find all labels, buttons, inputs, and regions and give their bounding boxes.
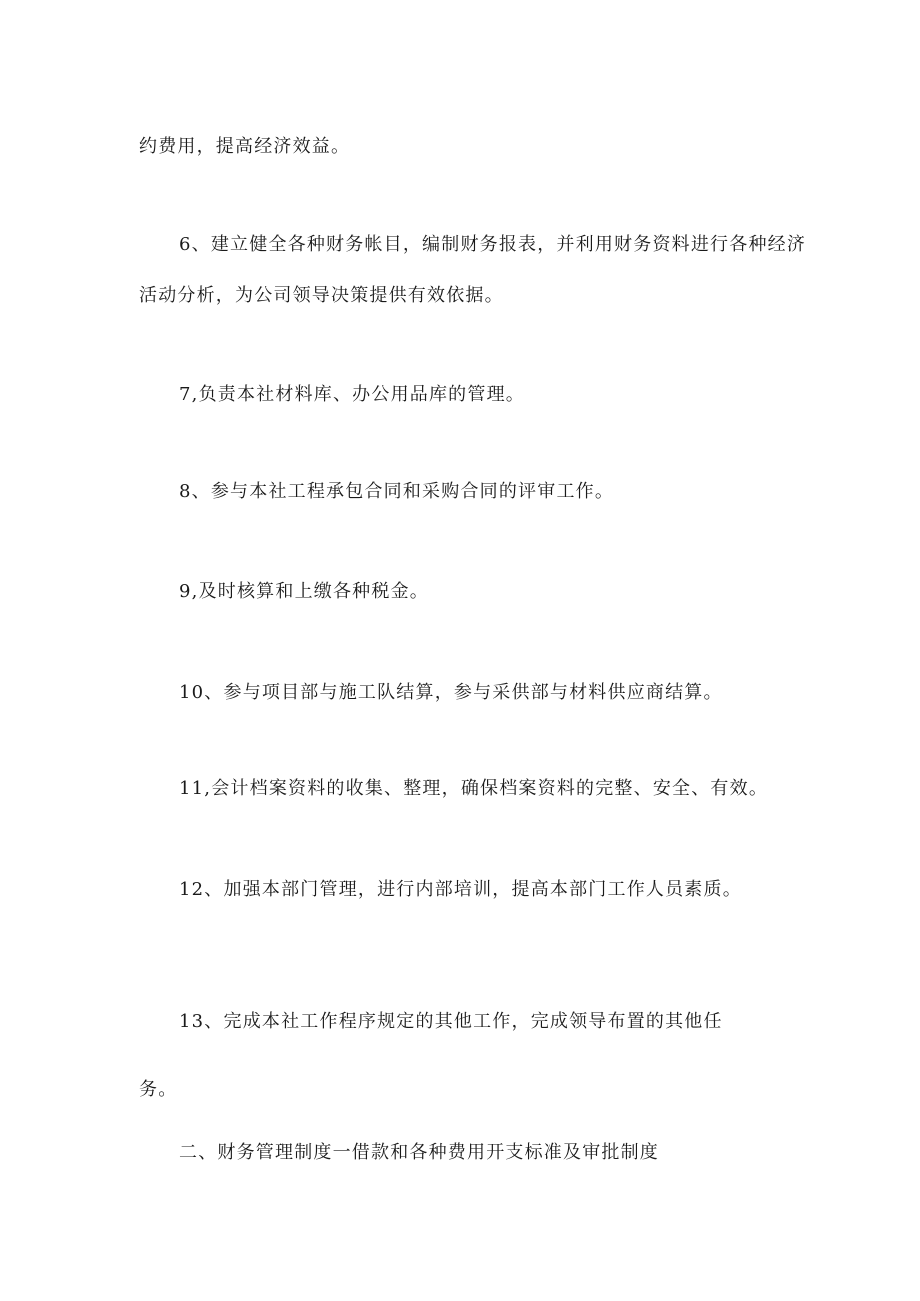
paragraph-line: 务。 [139,1079,178,1100]
list-item-8: 8、参与本社工程承包合同和采购合同的评审工作。 [179,481,615,502]
list-item-11: 11,会计档案资料的收集、整理，确保档案资料的完整、安全、有效。 [179,778,769,799]
list-item-9: 9,及时核算和上缴各种税金。 [179,581,429,602]
section-heading: 二、财务管理制度一借款和各种费用开支标准及审批制度 [179,1142,659,1163]
paragraph-line: 活动分析，为公司领导决策提供有效依据。 [139,285,504,306]
list-item-7: 7,负责本社材料库、办公用品库的管理。 [179,384,525,405]
paragraph-line: 约费用，提高经济效益。 [139,136,351,157]
list-item-6: 6、建立健全各种财务帐目，编制财务报表，并利用财务资料进行各种经济 [179,234,807,255]
list-item-13: 13、完成本社工作程序规定的其他工作，完成领导布置的其他任 [179,1011,723,1032]
list-item-12: 12、加强本部门管理，进行内部培训，提高本部门工作人员素质。 [179,879,742,900]
list-item-10: 10、参与项目部与施工队结算，参与采供部与材料供应商结算。 [179,682,723,703]
